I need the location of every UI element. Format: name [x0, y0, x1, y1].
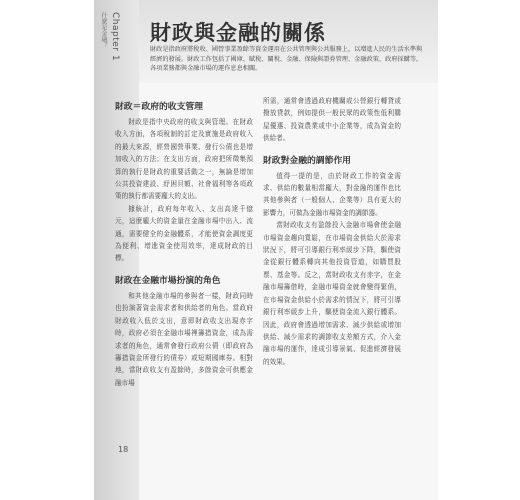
section-heading: 財政在金融市場扮演的角色 [115, 275, 221, 286]
chapter-label: Chapter 1 [110, 12, 120, 62]
body-paragraph: 財政是指中央政府的收支與管理。在財政收入方面，各項稅制的訂定及實施是政府收入的最大來源，經營國營事業、發行公債也是增加收入的方法；在支出方面，政府把所徵集預算的執行是財政的重要活動之一，無論是增加公共投資建設、紓困貝額、社會福利等各項政策的執行都需要龐大的支出。 [115, 118, 253, 201]
body-paragraph: 據統計，政府每年收入、支出高達千億元，這麼龐大的資金量在金融市場中出入、流通，需要健全的金融體系，才能使資金調度更為便利、增進資金使用效率，達成財政的目標。 [115, 204, 253, 263]
left-column [115, 100, 253, 389]
body-paragraph: 值得一提的是，由於財政工作的資金需求、供給的數量相當龐大，對金融的運作也比其他參與者（一般個人、企業等）具有更大的影響力，可做為金融市場資金的調節器。 [263, 171, 401, 217]
section-heading: 財政對金融的調節作用 [263, 155, 351, 166]
right-column [263, 95, 401, 368]
chapter-subtitle: 什麼是金融？ [100, 12, 107, 48]
page-number: 18 [118, 445, 129, 454]
body-paragraph: 和其他金融市場的參與者一樣，財政同時也扮演著資金需求者和供給者的角色。當政府財政收入低於支出，意即財政收支出現赤字時，政府必須在金融市場裡籌措資金，成為需求者的角色，通常會發行政府公債（即政府為籌措資金所發行的債券）或短期國庫券。相對地，當財政收支有盈餘時，多餘資金可供應金融市場 [115, 291, 253, 387]
intro-paragraph: 財政是指政府將稅收、國營事業盈餘等資金運用在公共管理與公共服務上，以增進人民的生活水準與經濟的發展。財政工作包括了國庫、賦稅、關稅、金融、保險與證券管理、金融政策、政府採購等，各項業務都與金融市場的運作息息相關。 [150, 46, 423, 72]
body-paragraph: 當財政收支有盈餘投入金融市場會使金融市場資金趨向寬鬆，在市場資金供給大於需求狀況下，將可引導銀行利率緩步下降，驅使資金從銀行體系轉向其他投資管道，如購買股票、基金等。反之，當財政收支有赤字，在金融市場籌借時，金融市場資金就會變得緊俏，在市場資金供給小於需求的情況下，將可引導銀行利率緩步上升，驅使資金流入銀行體系。因此，政府會透過增加需求、減少供給或增加供給、減少需求的調節收支差額方式，介入金融市場的運作，達成引導景氣、促進經濟發展的效果。 [263, 221, 401, 366]
section-heading: 財政＝政府的收支管理 [115, 102, 203, 112]
page-title: 財政與金融的關係 [150, 21, 326, 45]
body-paragraph: 所需，通常會透過政府機關或公營銀行轉貸或撥放貸款，例如提供一般民眾的政策性低利購屋優惠、投資農業或中小企業等，成為資金的供給者。 [263, 97, 401, 143]
